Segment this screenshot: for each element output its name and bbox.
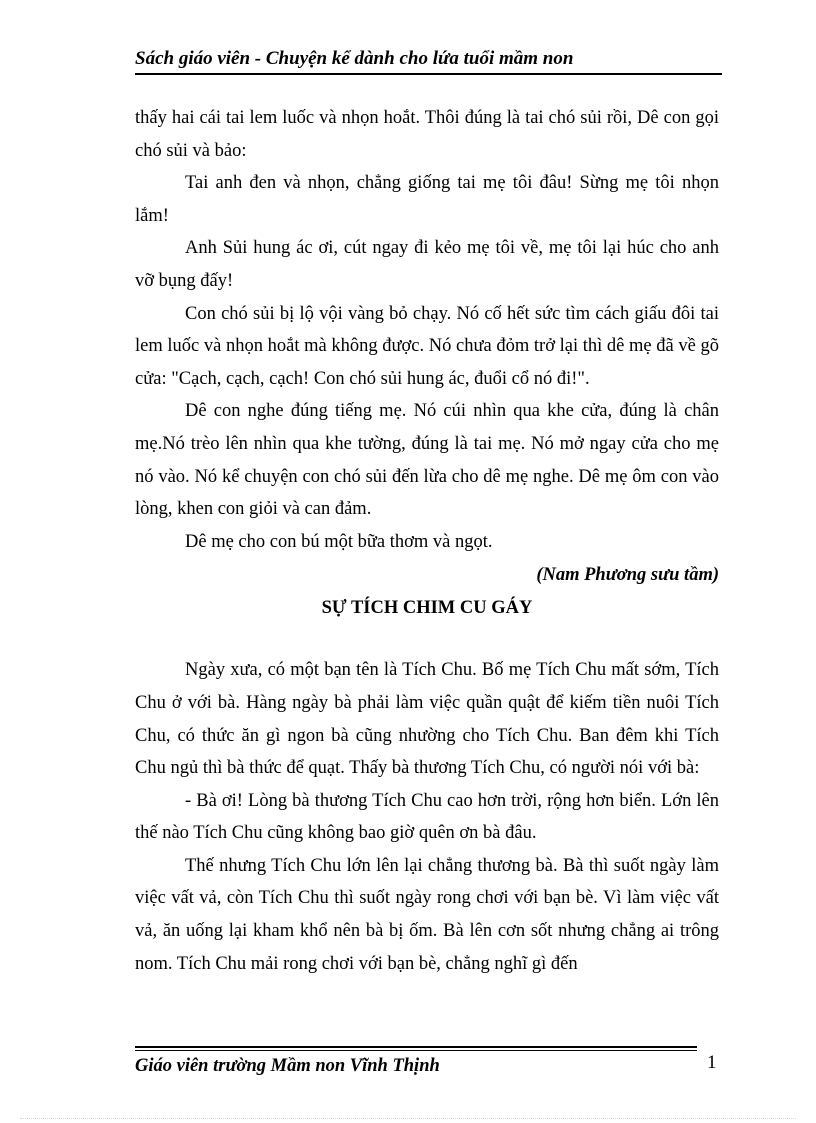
story-paragraph: Thế nhưng Tích Chu lớn lên lại chẳng thương bà. Bà thì suốt ngày làm việc vất vả, còn Tích Chu thì suốt ngày rong chơi với bạn bè. Vì làm việc vất vả, ăn uống lại kham khổ nên bà bị ốm. Bà lên cơn sốt nhưng chẳng ai trông nom. Tích Chu mải rong chơi với bạn bè, chẳng nghĩ gì đến bbox=[135, 855, 719, 974]
story-paragraph: Ngày xưa, có một bạn tên là Tích Chu. Bố mẹ Tích Chu mất sớm, Tích Chu ở với bà. Hàng ngày bà phải làm việc quần quật để kiếm tiền nuôi Tích Chu, có thức ăn gì ngon bà cũng nhường cho Tích Chu. Ban đêm khi Tích Chu ngủ thì bà thức để quạt. Thấy bà thương Tích Chu, có người nói với bà: bbox=[135, 660, 719, 779]
footer-rule bbox=[135, 1046, 697, 1048]
story-paragraph: Con chó sủi bị lộ vội vàng bỏ chạy. Nó cố hết sức tìm cách giấu đôi tai lem luốc và nhọn hoắt mà không được. Nó chưa đỏm trở lại thì dê mẹ đã về gõ cửa: "Cạch, cạch, cạch! Con chó sủi hung ác, đuổi cổ nó đi!". bbox=[135, 303, 719, 389]
page-number: 1 bbox=[707, 1052, 717, 1073]
footer-rule-thin bbox=[135, 1050, 697, 1051]
story-paragraph: Tai anh đen và nhọn, chẳng giống tai mẹ tôi đâu! Sừng mẹ tôi nhọn lắm! bbox=[135, 173, 719, 226]
header-title: Sách giáo viên - Chuyện kể dành cho lứa tuổi mầm non bbox=[135, 48, 574, 69]
footer-text: Giáo viên trường Mầm non Vĩnh Thịnh bbox=[135, 1056, 440, 1076]
story-paragraph: Anh Sủi hung ác ơi, cút ngay đi kẻo mẹ tôi về, mẹ tôi lại húc cho anh vỡ bụng đấy! bbox=[135, 238, 719, 291]
page-content bbox=[135, 102, 719, 980]
story-attribution: (Nam Phương sưu tầm) bbox=[536, 565, 719, 586]
page-edge-divider bbox=[20, 1118, 796, 1119]
story-paragraph: - Bà ơi! Lòng bà thương Tích Chu cao hơn trời, rộng hơn biển. Lớn lên thế nào Tích Chu cũng không bao giờ quên ơn bà đâu. bbox=[135, 790, 719, 844]
story-paragraph: thấy hai cái tai lem luốc và nhọn hoắt. Thôi đúng là tai chó sủi rồi, Dê con gọi chó sủi và bảo: bbox=[135, 108, 719, 161]
header-rule bbox=[135, 73, 722, 75]
story-paragraph: Dê mẹ cho con bú một bữa thơm và ngọt. bbox=[185, 531, 493, 552]
story-title: SỰ TÍCH CHIM CU GÁY bbox=[321, 598, 533, 619]
story-paragraph: Dê con nghe đúng tiếng mẹ. Nó cúi nhìn qua khe cửa, đúng là chân mẹ.Nó trèo lên nhìn qua khe tường, đúng là tai mẹ. Nó mở ngay cửa cho mẹ nó vào. Nó kể chuyện con chó sủi đến lừa cho dê mẹ nghe. Dê mẹ ôm con vào lòng, khen con giỏi và can đảm. bbox=[135, 401, 719, 520]
page-header bbox=[135, 46, 722, 75]
